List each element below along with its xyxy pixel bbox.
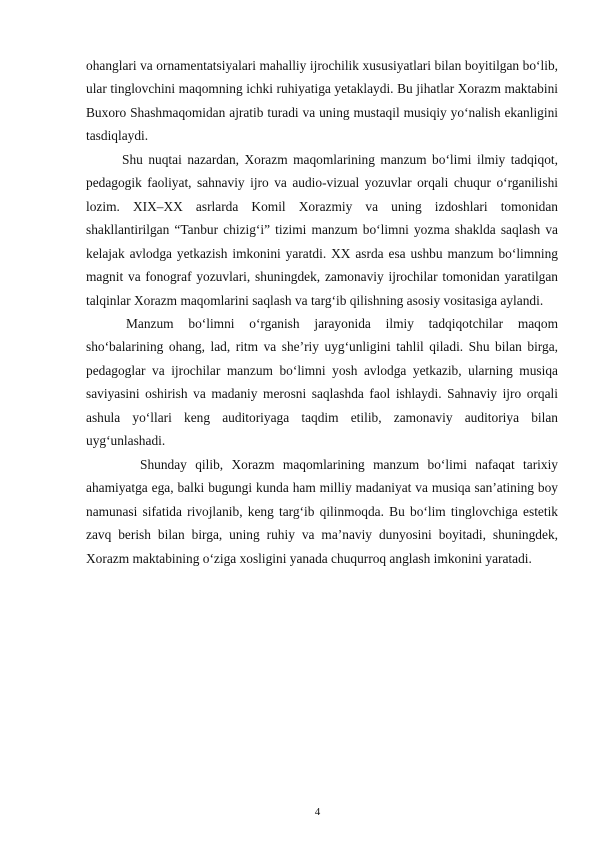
paragraph-xorazm-research: Shu nuqtai nazardan, Xorazm maqomlarining manzum bo‘limi ilmiy tadqiqot, pedagogik faoliyat, sahnaviy ijro va audio-vizual yozuvlar orqali chuqur o‘rganilishi lozim. XIX–XX asrlarda Komil Xorazmiy va uning izdoshlari tomonidan shakllantirilgan “Tanbur chizig‘i” tizimi manzum bo‘limni yozma shaklda saqlash va kelajak avlodga yetkazish imkonini yaratdi. XX asrda esa ushbu manzum bo‘limning magnit va fonograf yozuvlari, shuningdek, zamonaviy ijrochilar tomonidan yaratilgan talqinlar Xorazm maqomlarini saqlash va targ‘ib qilishning asosiy vositasiga aylandi. xyxy=(86,151,558,308)
paragraph-conclusion: Shunday qilib, Xorazm maqomlarining manzum bo‘limi nafaqat tarixiy ahamiyatga ega, balki bugungi kunda ham milliy madaniyat va musiqa san’atining boy namunasi sifatida rivojlanib, keng targ‘ib qilinmoqda. Bu bo‘lim tinglovchiga estetik zavq berish bilan birga, uning ruhiy va ma’naviy dunyosini boyitadi, shuningdek, Xorazm maktabining o‘ziga xosligini yanada chuqurroq anglash imkonini yaratadi. xyxy=(86,456,558,566)
paragraph-manzum-study: Manzum bo‘limni o‘rganish jarayonida ilmiy tadqiqotchilar maqom sho‘balarining ohang, lad, ritm va she’riy uyg‘unligini tahlil qiladi. Shu bilan birga, pedagoglar va ijrochilar manzum bo‘limni yosh avlodga yetkazib, ularning musiqa saviyasini oshirish va madaniy merosni saqlashda faol ishlaydi. Sahnaviy ijro orqali ashula yo‘llari keng auditoriyaga taqdim etilib, zamonaviy auditoriya bilan uyg‘unlashadi. xyxy=(86,315,558,449)
page-number: 4 xyxy=(314,806,321,818)
paragraph-continuation: ohanglari va ornamentatsiyalari mahalliy ijrochilik xususiyatlari bilan boyitilgan bo‘lib, ular tinglovchini maqomning ichki ruhiyatiga yetaklaydi. Bu jihatlar Xorazm maktabini Buxoro Shashmaqomidan ajratib turadi va uning mustaqil musiqiy yo‘nalish ekanligini tasdiqlaydi. xyxy=(86,58,558,144)
body-text xyxy=(86,54,558,570)
